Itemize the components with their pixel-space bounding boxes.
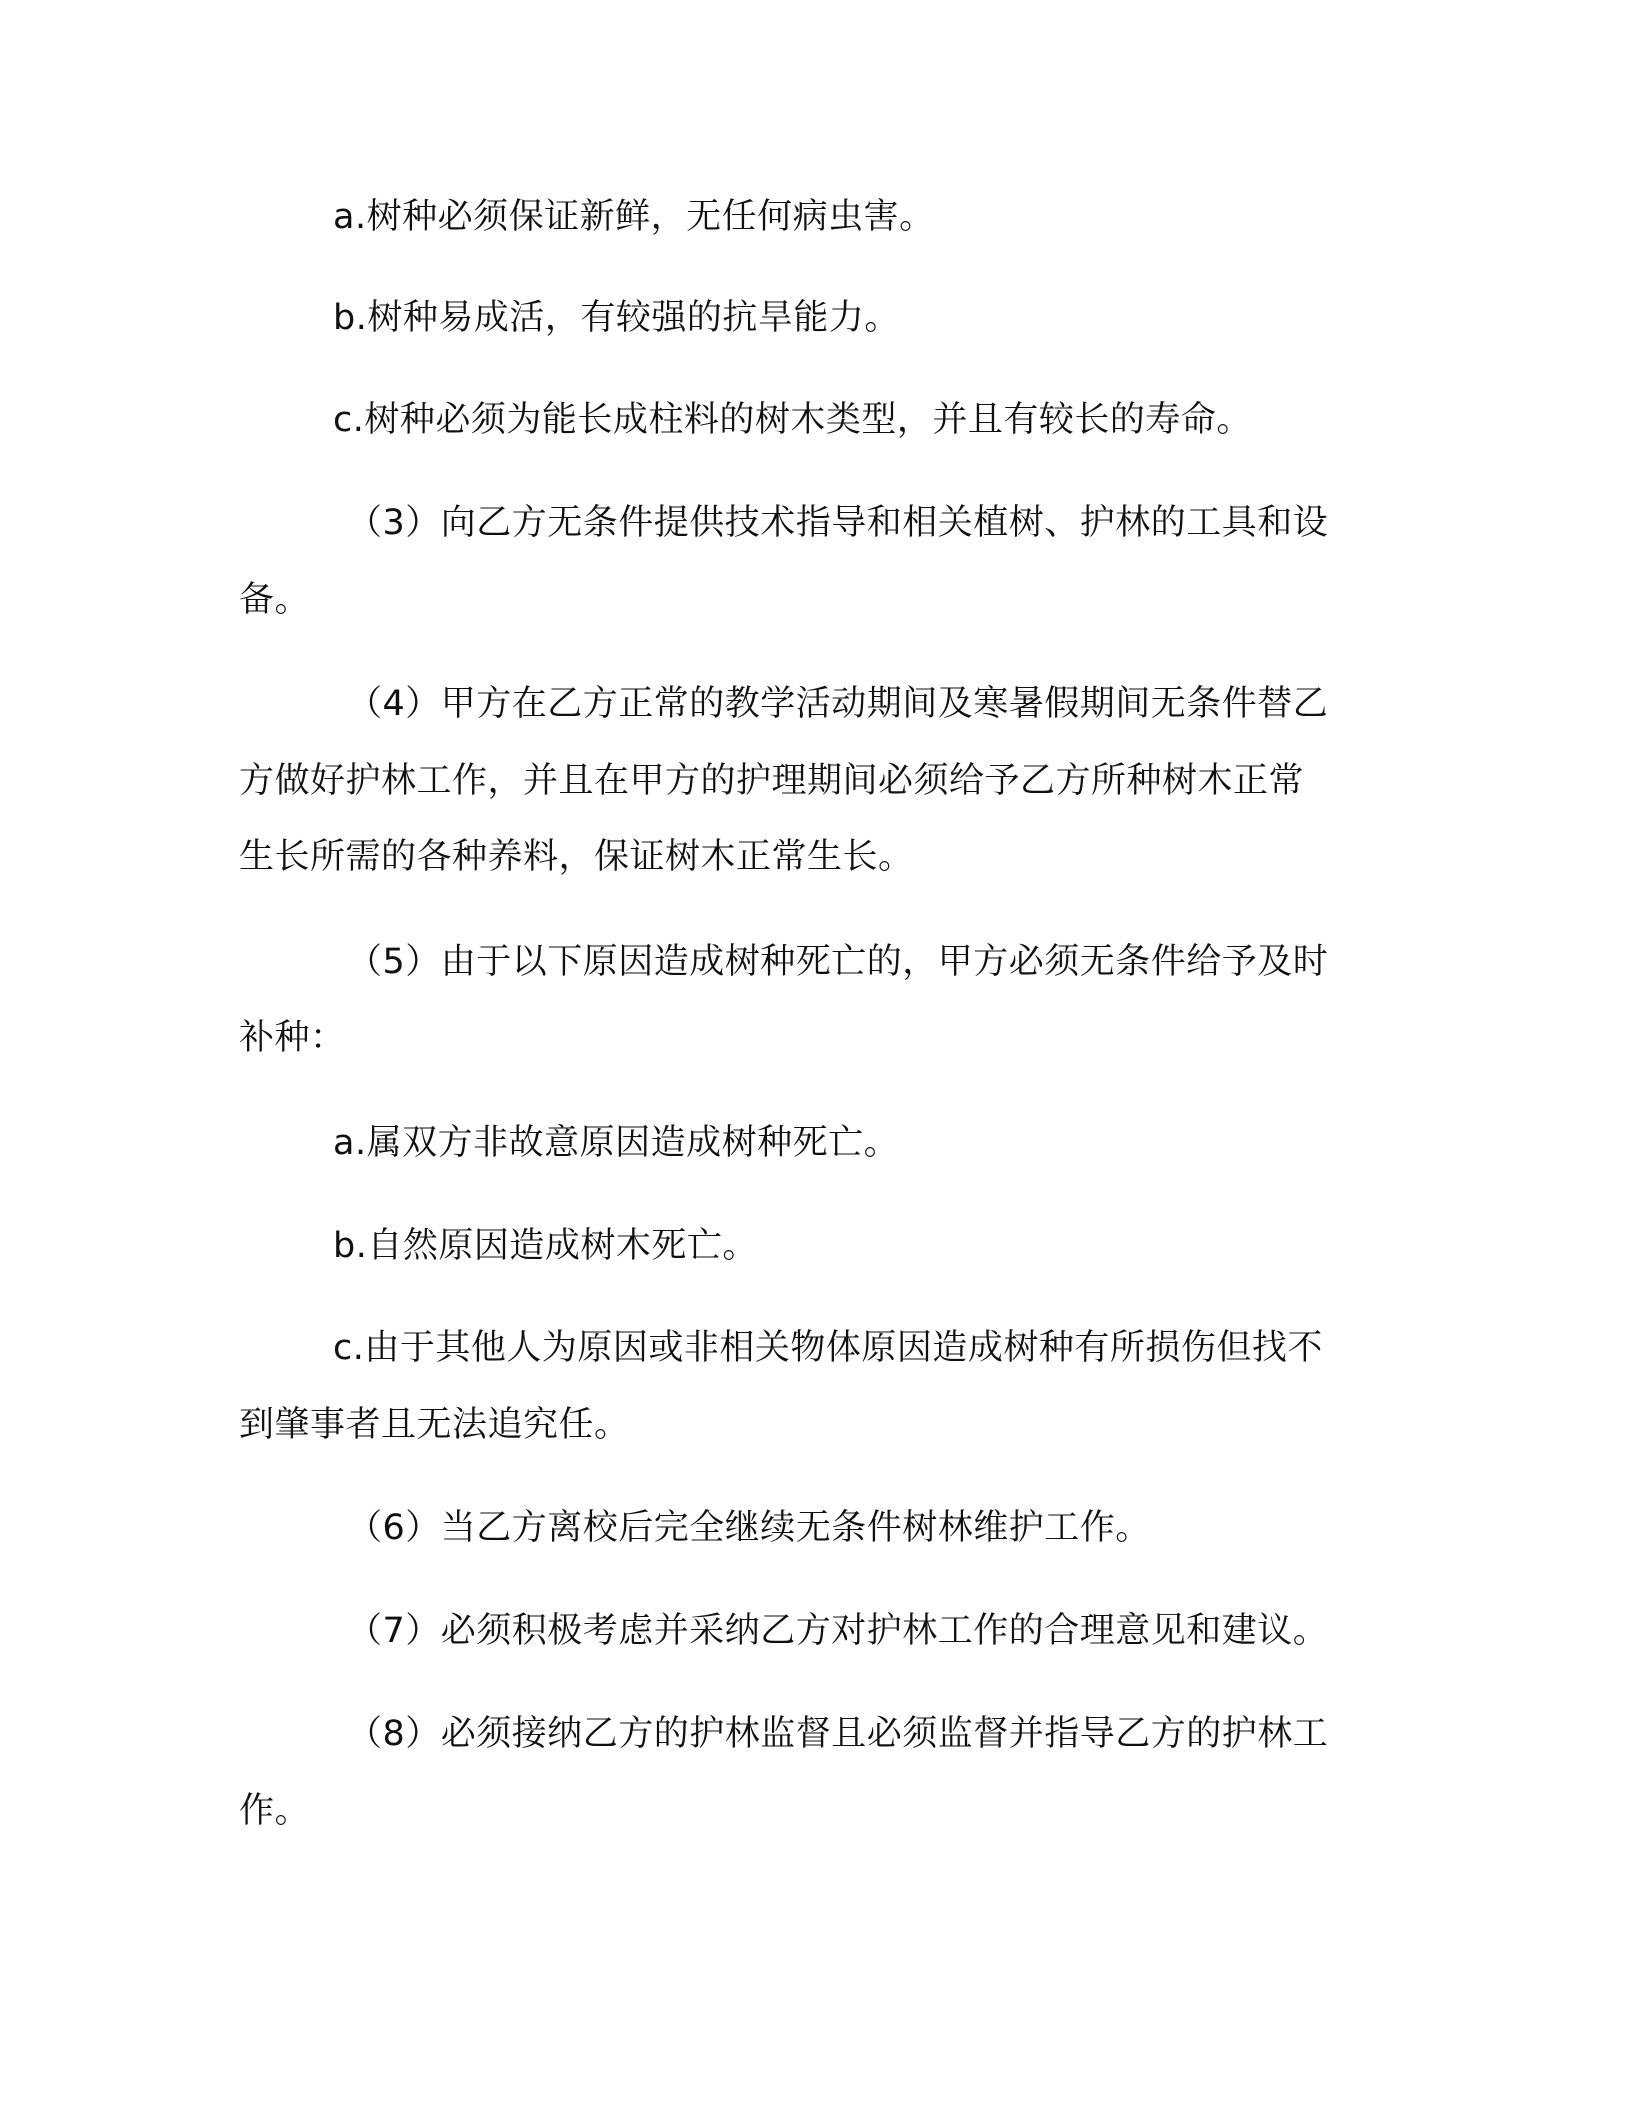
paragraph-4-line-3: 生长所需的各种养料，保证树木正常生长。 [239,837,914,877]
paragraph-a-fresh-seeds: a.树种必须保证新鲜，无任何病虫害。 [333,197,935,237]
paragraph-5-line-2: 补种： [239,1018,346,1058]
paragraph-4-line-1: （4）甲方在乙方正常的教学活动期间及寒暑假期间无条件替乙 [347,684,1329,724]
paragraph-a-unintentional: a.属双方非故意原因造成树种死亡。 [333,1123,900,1163]
paragraph-c-long-life: c.树种必须为能长成柱料的树木类型，并且有较长的寿命。 [333,400,1252,440]
paragraph-c-line-2: 到肇事者且无法追究任。 [239,1405,630,1445]
paragraph-3-line-1: （3）向乙方无条件提供技术指导和相关植树、护林的工具和设 [347,503,1329,543]
paragraph-6: （6）当乙方离校后完全继续无条件树林维护工作。 [347,1508,1151,1548]
paragraph-8-line-2: 作。 [239,1791,311,1831]
paragraph-c-line-1: c.由于其他人为原因或非相关物体原因造成树种有所损伤但找不 [333,1328,1323,1368]
paragraph-b-natural-causes: b.自然原因造成树木死亡。 [333,1226,758,1266]
paragraph-3-line-2: 备。 [239,580,311,620]
paragraph-5-line-1: （5）由于以下原因造成树种死亡的，甲方必须无条件给予及时 [347,942,1329,982]
paragraph-b-drought-resistance: b.树种易成活，有较强的抗旱能力。 [333,298,900,338]
paragraph-4-line-2: 方做好护林工作，并且在甲方的护理期间必须给予乙方所种树木正常 [239,761,1305,801]
paragraph-8-line-1: （8）必须接纳乙方的护林监督且必须监督并指导乙方的护林工 [347,1714,1329,1754]
paragraph-7: （7）必须积极考虑并采纳乙方对护林工作的合理意见和建议。 [347,1611,1329,1651]
